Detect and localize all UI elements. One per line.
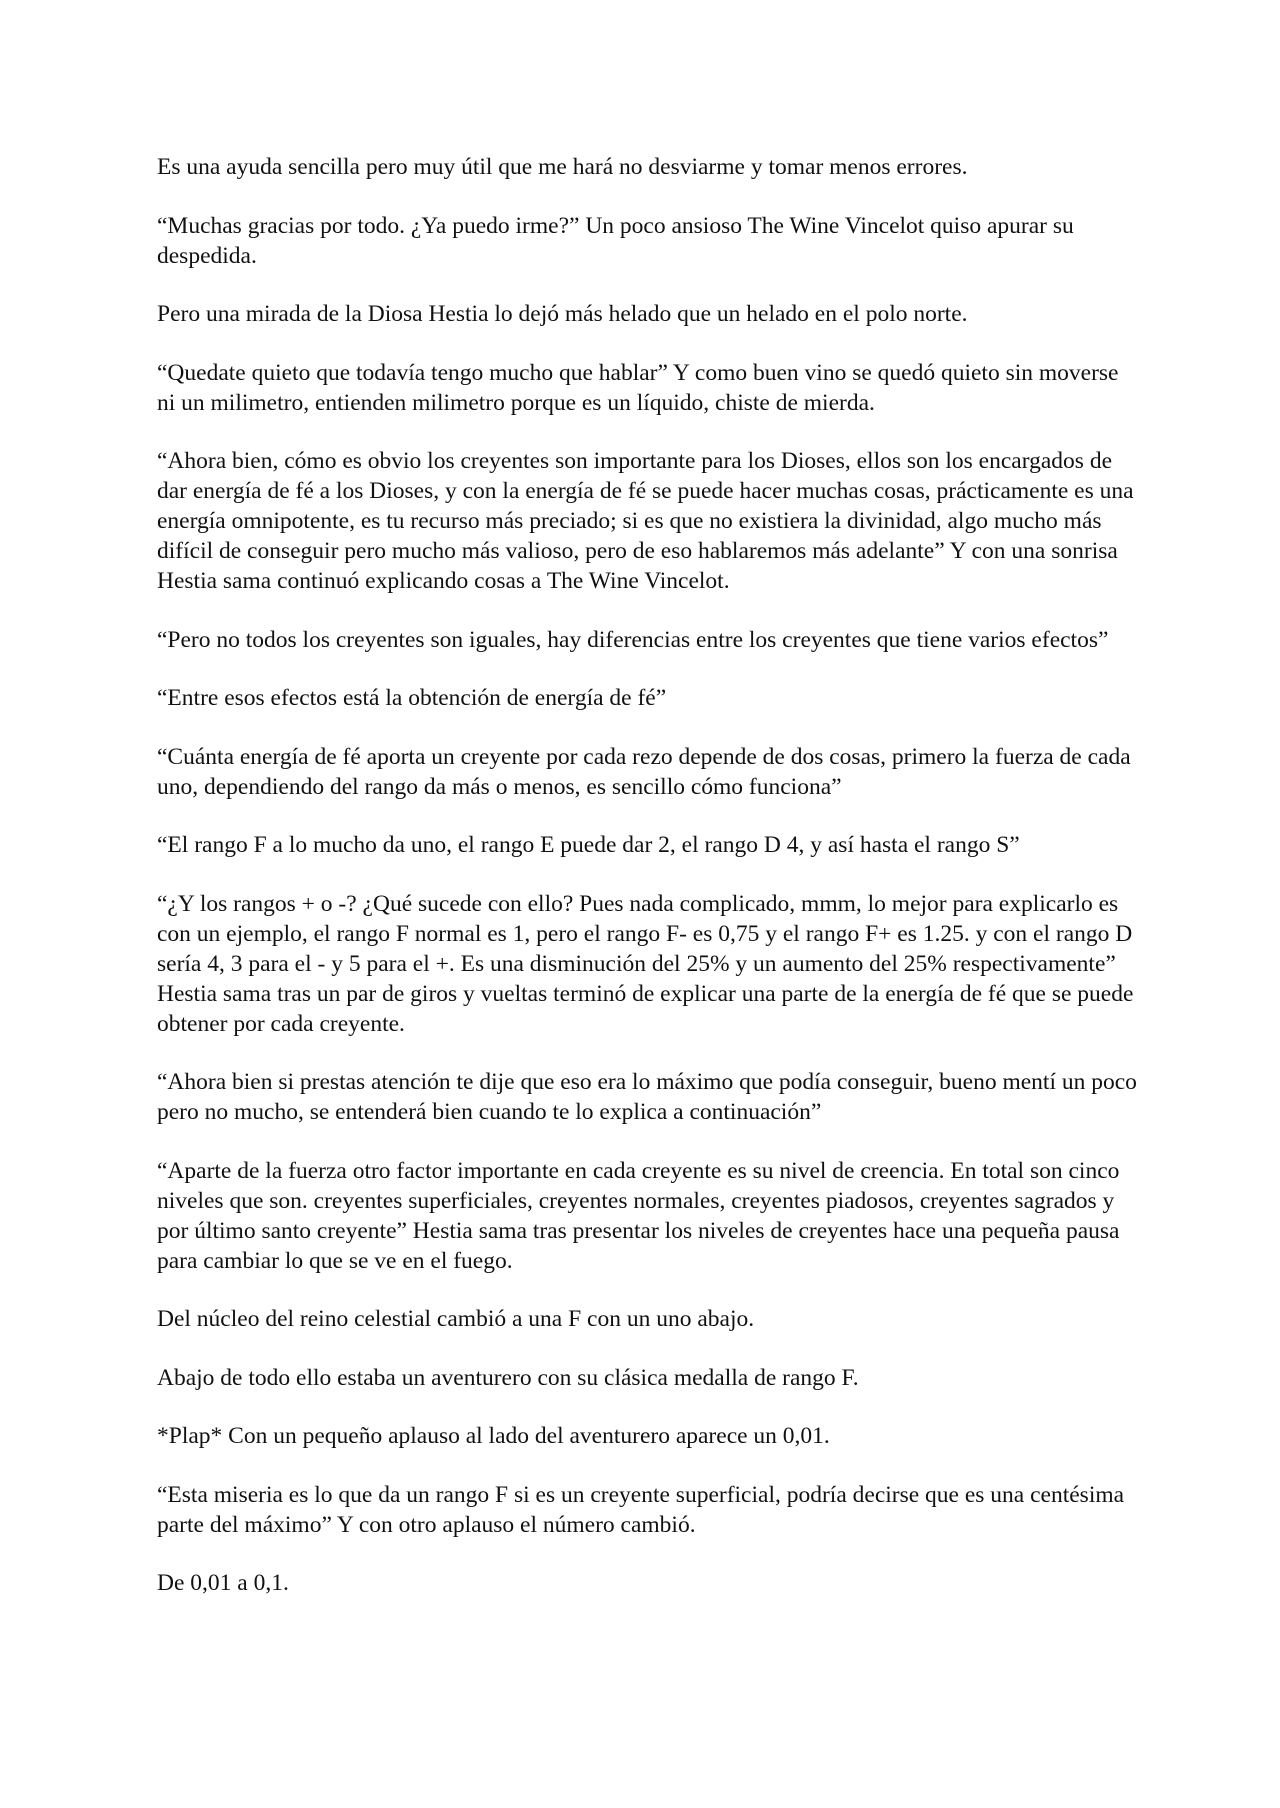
paragraph: Es una ayuda sencilla pero muy útil que me hará no desviarme y tomar menos errores.	[157, 154, 968, 180]
paragraph: “¿Y los rangos + o -? ¿Qué sucede con ello? Pues nada complicado, mmm, lo mejor para explicarlo es con un ejemplo, el rango F normal es 1, pero el rango F- es 0,75 y el rango F+ es 1.25. y con el rango D sería 4, 3 para el - y 5 para el +. Es una disminución del 25% y un aumento del 25% respectivamente” Hestia sama tras un par de giros y vueltas terminó de explicar una parte de la energía de fé que se puede obtener por cada creyente.	[157, 890, 1134, 1037]
paragraph: “Pero no todos los creyentes son iguales, hay diferencias entre los creyentes que tiene varios efectos”	[157, 626, 1109, 653]
paragraph: “Cuánta energía de fé aporta un creyente por cada rezo depende de dos cosas, primero la fuerza de cada uno, dependiendo del rango da más o menos, es sencillo cómo funciona”	[157, 743, 1131, 800]
paragraph: “Quedate quieto que todavía tengo mucho que hablar” Y como buen vino se quedó quieto sin moverse ni un milimetro, entienden milimetro porque es un líquido, chiste de mierda.	[157, 359, 1119, 416]
paragraph: Pero una mirada de la Diosa Hestia lo dejó más helado que un helado en el polo norte.	[157, 301, 968, 327]
paragraph: “Entre esos efectos está la obtención de energía de fé”	[157, 685, 667, 711]
paragraph: Del núcleo del reino celestial cambió a una F con un uno abajo.	[157, 1306, 755, 1332]
paragraph: “Ahora bien, cómo es obvio los creyentes son importante para los Dioses, ellos son los encargados de dar energía de fé a los Dioses, y con la energía de fé se puede hacer muchas cosas, prácticamente es una energía omnipotente, es tu recurso más preciado; si es que no existiera la divinidad, algo mucho más difícil de conseguir pero mucho más valioso, pero de eso hablaremos más adelante” Y con una sonrisa Hestia sama continuó explicando cosas a The Wine Vincelot.	[157, 448, 1134, 594]
paragraph: “Aparte de la fuerza otro factor importante en cada creyente es su nivel de creencia. En total son cinco niveles que son. creyentes superficiales, creyentes normales, creyentes piadosos, creyentes sagrados y por último santo creyente” Hestia sama tras presentar los niveles de creyentes hace una pequeña pausa para cambiar lo que se ve en el fuego.	[157, 1157, 1120, 1274]
paragraph: “El rango F a lo mucho da uno, el rango E puede dar 2, el rango D 4, y así hasta el rango S”	[157, 832, 1020, 858]
paragraph: “Muchas gracias por todo. ¿Ya puedo irme?” Un poco ansioso The Wine Vincelot quiso apurar su despedida.	[157, 212, 1074, 269]
paragraph: “Ahora bien si prestas atención te dije que eso era lo máximo que podía conseguir, bueno mentí un poco pero no mucho, se entenderá bien cuando te lo explica a continuación”	[157, 1069, 1137, 1125]
paragraph: “Esta miseria es lo que da un rango F si es un creyente superficial, podría decirse que es una centésima parte del máximo” Y con otro aplauso el número cambió.	[157, 1481, 1125, 1538]
paragraph: De 0,01 a 0,1.	[157, 1570, 289, 1596]
paragraph: Abajo de todo ello estaba un aventurero con su clásica medalla de rango F.	[157, 1364, 859, 1391]
paragraph: *Plap* Con un pequeño aplauso al lado del aventurero aparece un 0,01.	[157, 1423, 830, 1449]
document-body	[157, 152, 1137, 1627]
